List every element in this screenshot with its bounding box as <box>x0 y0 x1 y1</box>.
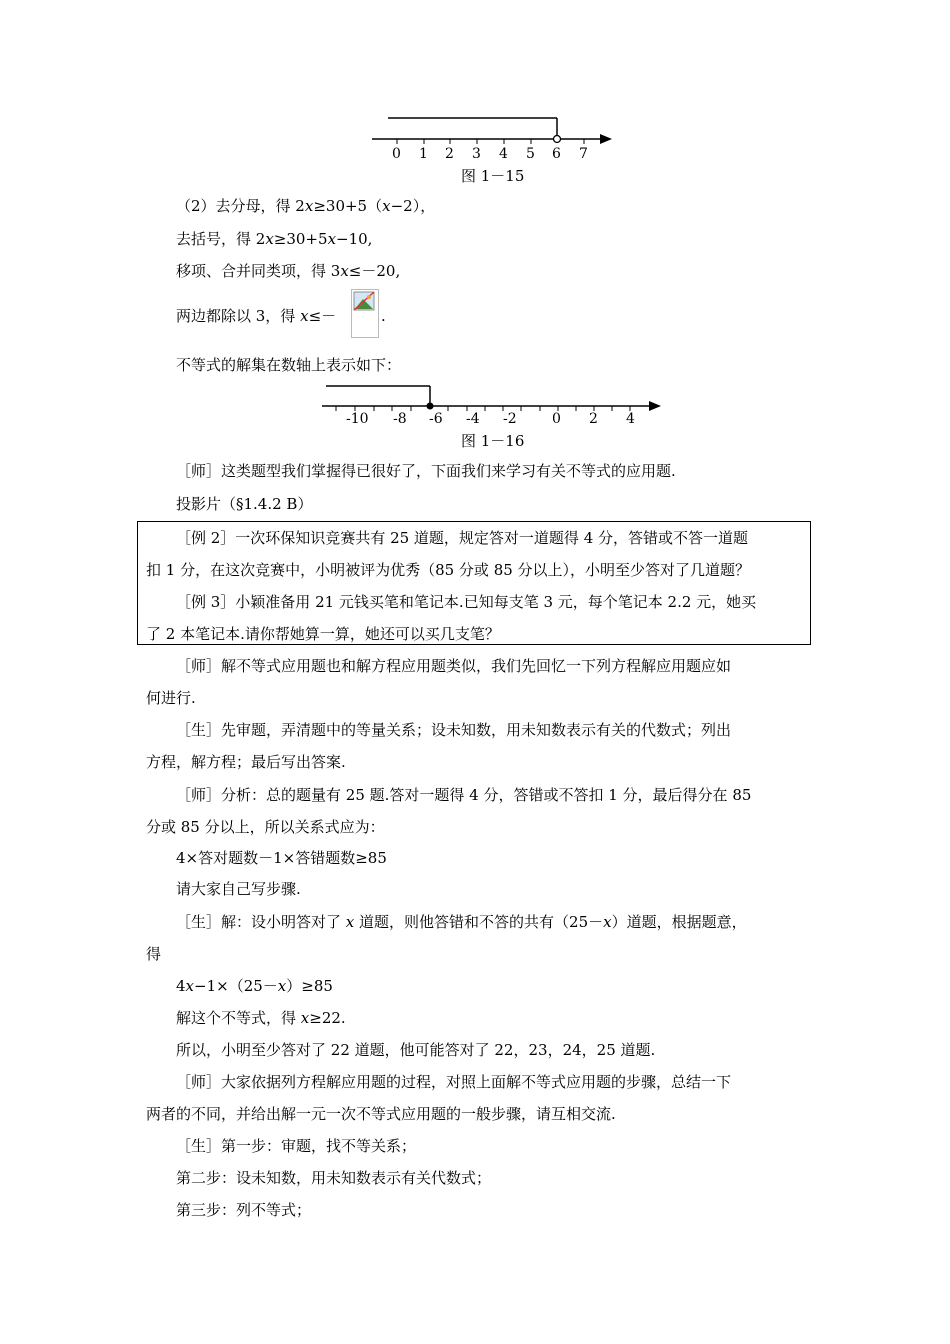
tick-neg6: -6 <box>429 411 443 427</box>
text-line: 请大家自己写步骤. <box>176 880 301 898</box>
text-line: ［师］解不等式应用题也和解方程应用题类似，我们先回忆一下列方程解应用题应如 <box>176 657 732 675</box>
tick-4: 4 <box>626 411 635 427</box>
text-line: 4×答对题数－1×答错题数≥85 <box>176 849 387 867</box>
example-3-line-2: 了 2 本笔记本.请你帮她算一算，她还可以买几支笔？ <box>146 625 500 643</box>
text-line: 不等式的解集在数轴上表示如下： <box>176 356 402 374</box>
text-line: 何进行. <box>146 689 196 707</box>
text-line: ［师］大家依据列方程解应用题的过程，对照上面解不等式应用题的步骤，总结一下 <box>176 1073 732 1091</box>
tick-4: 4 <box>499 146 508 162</box>
text-line: 4x−1×（25－x）≥85 <box>176 977 333 995</box>
tick-0: 0 <box>392 146 401 162</box>
text-line: 投影片（§1.4.2 B） <box>176 495 313 513</box>
tick-5: 5 <box>526 146 535 162</box>
tick-2: 2 <box>589 411 598 427</box>
text-line: 分或 85 分以上，所以关系式应为： <box>146 818 385 836</box>
text-line: 得 <box>146 945 162 963</box>
example-2-line-2: 扣 1 分，在这次竞赛中，小明被评为优秀（85 分或 85 分以上），小明至少答对了几道题？ <box>146 561 751 579</box>
text-line: ［师］分析：总的题量有 25 题.答对一题得 4 分，答错或不答扣 1 分，最后得分在 85 <box>176 786 752 804</box>
figure-caption-1-15: 图 1－15 <box>461 167 525 185</box>
tick-neg4: -4 <box>466 411 480 427</box>
text-period: . <box>381 307 386 325</box>
text-line: 移项、合并同类项，得 3x≤－20, <box>176 262 401 280</box>
text-line: （2）去分母，得 2x≥30+5（x−2）， <box>176 197 436 215</box>
text-line: 解这个不等式，得 x≥22. <box>176 1009 346 1027</box>
tick-neg10: -10 <box>346 411 369 427</box>
figure-caption-1-16: 图 1－16 <box>461 432 525 450</box>
text-line: ［生］第一步：审题，找不等关系； <box>176 1137 417 1155</box>
tick-neg2: -2 <box>503 411 517 427</box>
tick-1: 1 <box>419 146 428 162</box>
tick-7: 7 <box>579 146 588 162</box>
text-line: 第三步：列不等式； <box>176 1201 312 1219</box>
text-line: ［师］这类题型我们掌握得已很好了，下面我们来学习有关不等式的应用题. <box>176 462 676 480</box>
text-line: 所以，小明至少答对了 22 道题，他可能答对了 22，23，24，25 道题. <box>176 1041 656 1059</box>
text-line: 去括号，得 2x≥30+5x−10, <box>176 230 373 248</box>
example-3-line-1: ［例 3］小颖准备用 21 元钱买笔和笔记本.已知每支笔 3 元，每个笔记本 2.2 元，她买 <box>176 593 757 611</box>
text-line: 两者的不同，并给出解一元一次不等式应用题的一般步骤，请互相交流. <box>146 1105 616 1123</box>
tick-0: 0 <box>552 411 561 427</box>
example-2-line-1: ［例 2］一次环保知识竞赛共有 25 道题，规定答对一道题得 4 分，答错或不答一道题 <box>176 529 749 547</box>
tick-2: 2 <box>445 146 454 162</box>
text-line: 第二步：设未知数，用未知数表示有关代数式； <box>176 1169 492 1187</box>
text-line: ［生］先审题，弄清题中的等量关系；设未知数，用未知数表示有关的代数式；列出 <box>176 721 732 739</box>
number-line-fig-1-16 <box>0 0 950 450</box>
text-line: ［生］解：设小明答对了 x 道题，则他答错和不答的共有（25－x）道题，根据题意， <box>176 913 747 931</box>
text-line: 方程，解方程；最后写出答案. <box>146 753 346 771</box>
text-line: 两边都除以 3，得 x≤－ <box>176 307 337 325</box>
tick-3: 3 <box>472 146 481 162</box>
tick-neg8: -8 <box>393 411 407 427</box>
tick-6: 6 <box>552 146 561 162</box>
